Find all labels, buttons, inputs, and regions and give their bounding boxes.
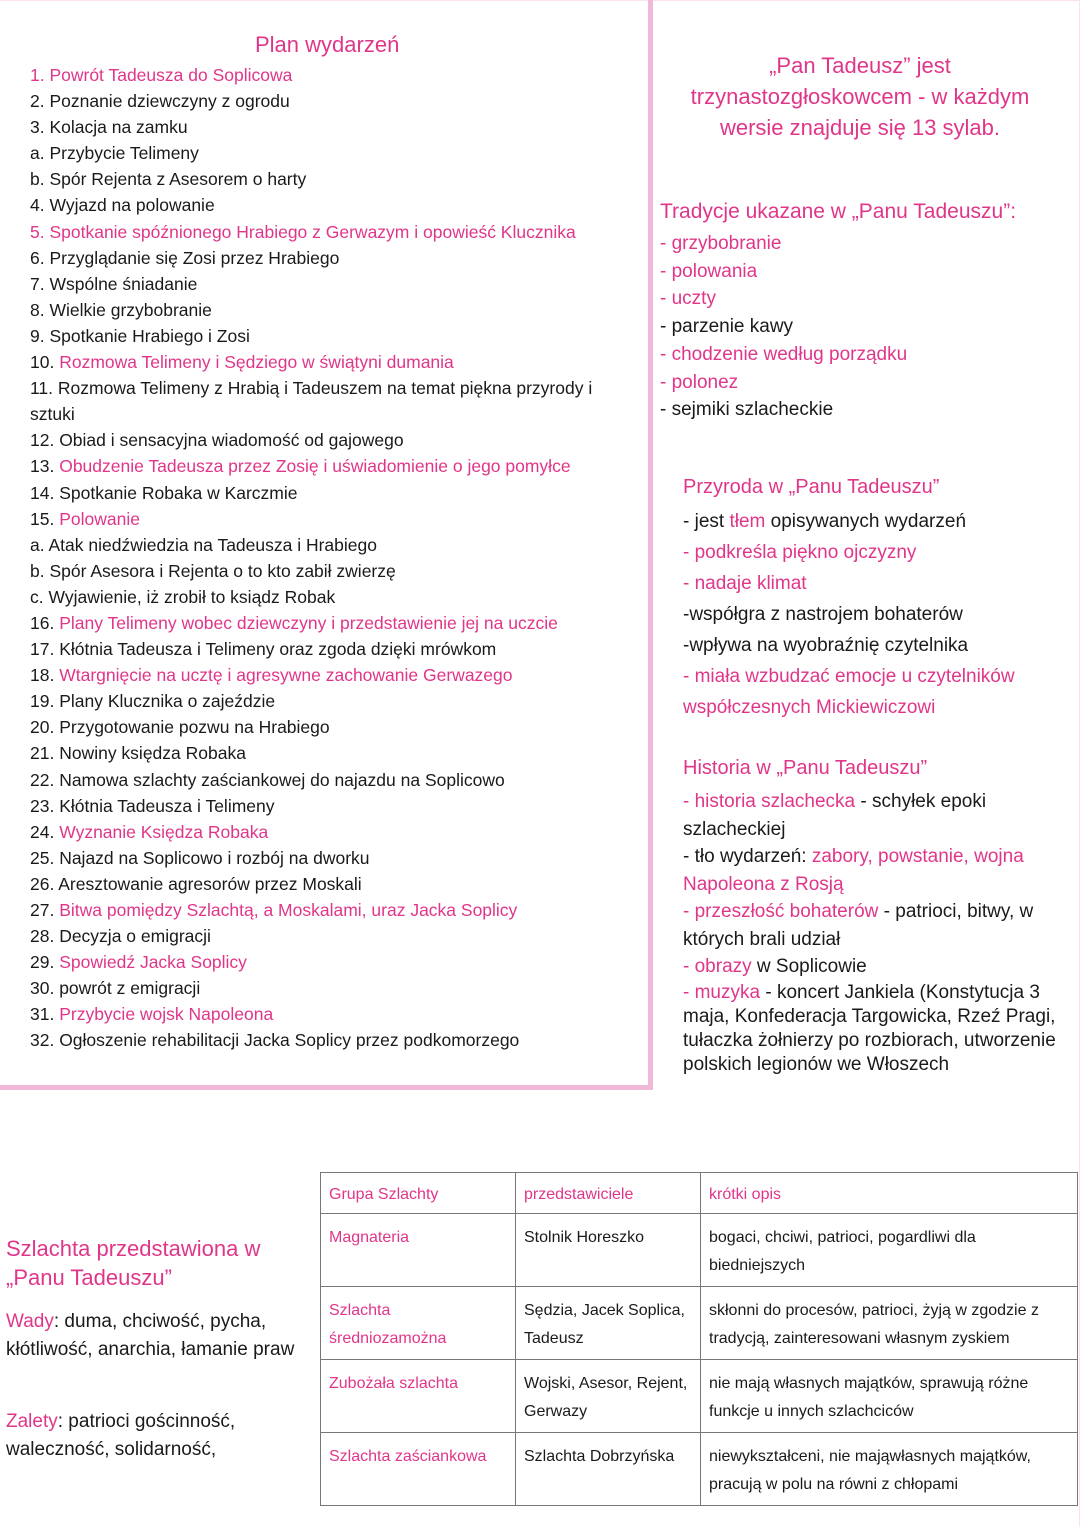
plan-item-number: 31. (30, 1004, 60, 1025)
plan-item: 28. Decyzja o emigracji (30, 926, 211, 947)
history-item-highlight: - obrazy (683, 956, 752, 977)
plan-item: a. Przybycie Telimeny (30, 143, 199, 164)
history-item-text: - tło wydarzeń: (683, 846, 812, 867)
history-title: Historia w „Panu Tadeuszu” (683, 757, 928, 779)
table-cell: niewykształceni, nie mająwłasnych majątków, pracują w polu na równi z chłopami (701, 1433, 1078, 1506)
history-item-text: - schyłek epoki szlacheckiej (683, 791, 987, 840)
history-item-highlight: zabory, powstanie, wojna Napoleona z Rosją (683, 846, 1024, 895)
plan-item-text: Wyznanie Księdza Robaka (59, 821, 269, 842)
plan-item-text: Plany Telimeny wobec dziewczyny i przedstawienie jej na uczcie (59, 612, 558, 633)
plan-item: b. Spór Rejenta z Asesorem o harty (30, 169, 307, 190)
plan-item: 7. Wspólne śniadanie (30, 273, 198, 294)
plan-item (30, 349, 630, 375)
plan-item: 23. Kłótnia Tadeusza i Telimeny (30, 795, 275, 816)
plan-item (30, 897, 630, 923)
plan-item-text: Obudzenie Tadeusza przez Zosię i uświadomienie o jego pomyłce (59, 456, 571, 477)
history-item (683, 981, 1068, 1077)
plan-item-text: Polowanie (59, 508, 140, 529)
nature-item: - nadaje klimat (683, 573, 807, 594)
plan-item: 6. Przyglądanie się Zosi przez Hrabiego (30, 247, 340, 268)
table-cell: Szlachta zaściankowa (321, 1433, 516, 1506)
history-item-highlight: - historia szlachecka (683, 791, 856, 812)
plan-item: 22. Namowa szlachty zaściankowej do najazdu na Soplicowo (30, 769, 505, 790)
plan-item: 20. Przygotowanie pozwu na Hrabiego (30, 717, 330, 738)
plan-item-number: 18. (30, 665, 60, 686)
divider-vertical (648, 0, 653, 1088)
table-cell: Wojski, Asesor, Rejent, Gerwazy (516, 1360, 701, 1433)
plan-item (30, 610, 630, 636)
plan-item: 12. Obiad i sensacyjna wiadomość od gajowego (30, 430, 404, 451)
plan-item-number: 15. (30, 508, 60, 529)
plan-item (30, 949, 630, 975)
table-body (321, 1214, 1078, 1506)
plan-item-text: Spowiedź Jacka Soplicy (59, 952, 247, 973)
plan-item: 4. Wyjazd na polowanie (30, 195, 215, 216)
plan-item: 21. Nowiny księdza Robaka (30, 743, 246, 764)
history-item-text: - koncert Jankiela (Konstytucja 3 maja, Konfederacja Targowicka, Rzeź Pragi, tułaczka żołnierzy po rozbiorach, utworzenie polskich legionów we Włoszech (683, 981, 1056, 1075)
plan-item-text: Wtargnięcie na ucztę i agresywne zachowanie Gerwazego (59, 665, 513, 686)
tradition-item: - uczty (660, 288, 716, 310)
tradition-item: - parzenie kawy (660, 316, 794, 338)
plan-item (30, 819, 630, 845)
nature-item-text: - jest (683, 511, 730, 532)
table-cell: skłonni do procesów, patrioci, żyją w zgodzie z tradycją, zainteresowani własnym zyskiem (701, 1287, 1078, 1360)
tradition-item: - sejmiki szlacheckie (660, 399, 834, 421)
nature-list (683, 506, 1063, 723)
plan-item (30, 1001, 630, 1027)
tradition-item: - polonez (660, 371, 739, 393)
nature-item: - podkreśla piękno ojczyzny (683, 542, 917, 563)
flaws-label: Wady (6, 1311, 54, 1332)
table-row (321, 1287, 1078, 1360)
table-cell: Szlachta średniozamożna (321, 1287, 516, 1360)
history-item-text: - patrioci, bitwy, w których brali udział (683, 901, 1034, 950)
table-cell: Szlachta Dobrzyńska (516, 1433, 701, 1506)
nature-item-highlight: tłem (729, 511, 766, 532)
plan-item: 8. Wielkie grzybobranie (30, 299, 212, 320)
table-header-row (321, 1173, 1078, 1214)
nature-item: -współgra z nastrojem bohaterów (683, 604, 963, 625)
plan-item: 25. Najazd na Soplicowo i rozbój na dworku (30, 847, 370, 868)
nature-item-text: opisywanych wydarzeń (765, 511, 967, 532)
table-cell: Magnateria (321, 1214, 516, 1287)
table-header: Grupa Szlachty (321, 1173, 516, 1214)
nobility-table (320, 1172, 1078, 1506)
plan-item-number: 10. (30, 352, 60, 373)
plan-item: 17. Kłótnia Tadeusza i Telimeny oraz zgoda dzięki mrówkom (30, 639, 497, 660)
history-item-highlight: - przeszłość bohaterów (683, 901, 879, 922)
history-item (683, 898, 1068, 953)
table-cell: bogaci, chciwi, patrioci, pogardliwi dla biedniejszych (701, 1214, 1078, 1287)
plan-item: 9. Spotkanie Hrabiego i Zosi (30, 325, 250, 346)
nature-title: Przyroda w „Panu Tadeuszu” (683, 476, 940, 498)
frame-top-line (0, 0, 1080, 1)
plan-item (30, 662, 630, 688)
plan-item: 5. Spotkanie spóźnionego Hrabiego z Gerwazym i opowieść Klucznika (30, 221, 576, 242)
plan-item: 30. powrót z emigracji (30, 978, 201, 999)
nobility-virtues (6, 1408, 296, 1464)
plan-item-number: 13. (30, 456, 60, 477)
plan-item: 19. Plany Klucznika o zajeździe (30, 691, 276, 712)
virtues-text: : patrioci gościnność, waleczność, solidarność, (6, 1411, 236, 1460)
plan-item-number: 29. (30, 952, 60, 973)
nature-item: - miała wzbudzać emocje u czytelników współczesnych Mickiewiczowi (683, 666, 1015, 718)
table-header: przedstawiciele (516, 1173, 701, 1214)
plan-title: Plan wydarzeń (255, 32, 400, 57)
plan-item: 26. Aresztowanie agresorów przez Moskali (30, 873, 362, 894)
traditions-title: Tradycje ukazane w „Panu Tadeuszu”: (660, 200, 1017, 223)
table-cell: nie mają własnych majątków, sprawują różne funkcje u innych szlachciców (701, 1360, 1078, 1433)
table-header: krótki opis (701, 1173, 1078, 1214)
plan-list (30, 62, 630, 1054)
plan-item: 1. Powrót Tadeusza do Soplicowa (30, 65, 293, 85)
plan-item (30, 453, 630, 479)
plan-item-number: 16. (30, 612, 60, 633)
nobility-flaws (6, 1308, 296, 1364)
plan-item: 3. Kolacja na zamku (30, 117, 188, 138)
plan-item (30, 506, 630, 532)
nobility-title: Szlachta przedstawiona w „Panu Tadeuszu” (6, 1236, 261, 1290)
plan-item: 14. Spotkanie Robaka w Karczmie (30, 482, 298, 503)
table-cell: Sędzia, Jacek Soplica, Tadeusz (516, 1287, 701, 1360)
plan-item-text: Rozmowa Telimeny i Sędziego w świątyni dumania (59, 352, 454, 373)
flaws-text: : duma, chciwość, pycha, kłótliwość, anarchia, łamanie praw (6, 1311, 295, 1360)
tradition-item: - chodzenie według porządku (660, 343, 908, 365)
history-item-text: w Soplicowie (751, 956, 867, 977)
tradition-item: - polowania (660, 260, 758, 282)
plan-item: 2. Poznanie dziewczyny z ogrodu (30, 91, 290, 112)
plan-item: 11. Rozmowa Telimeny z Hrabią i Tadeuszem na temat piękna przyrody i sztuki (30, 378, 593, 425)
table-row (321, 1214, 1078, 1287)
traditions-list (660, 230, 907, 424)
plan-item-text: Bitwa pomiędzy Szlachtą, a Moskalami, uraz Jacka Soplicy (59, 900, 518, 920)
plan-item-number: 24. (30, 821, 60, 842)
verse-note: „Pan Tadeusz” jest trzynastozgłoskowcem - w każdym wersie znajduje się 13 sylab. (690, 53, 1030, 140)
table-cell: Stolnik Horeszko (516, 1214, 701, 1287)
plan-item-text: Przybycie wojsk Napoleona (59, 1004, 274, 1025)
tradition-item: - grzybobranie (660, 233, 782, 254)
history-item (683, 788, 1068, 843)
nature-item: -wpływa na wyobraźnię czytelnika (683, 635, 969, 656)
table-row (321, 1360, 1078, 1433)
plan-item: c. Wyjawienie, iż zrobił to ksiądz Robak (30, 586, 336, 607)
history-item (683, 953, 1068, 981)
nature-item (683, 506, 1063, 537)
history-item-highlight: - muzyka (683, 981, 761, 1003)
plan-item: b. Spór Asesora i Rejenta o to kto zabił zwierzę (30, 560, 396, 581)
plan-item: 32. Ogłoszenie rehabilitacji Jacka Soplicy przez podkomorzego (30, 1030, 520, 1051)
table-row (321, 1433, 1078, 1506)
plan-item-number: 27. (30, 900, 60, 920)
history-list (683, 788, 1068, 1077)
divider-horizontal (0, 1085, 653, 1090)
table-cell: Zubożała szlachta (321, 1360, 516, 1433)
plan-item: a. Atak niedźwiedzia na Tadeusza i Hrabiego (30, 534, 377, 555)
virtues-label: Zalety (6, 1411, 58, 1432)
history-item (683, 843, 1068, 898)
